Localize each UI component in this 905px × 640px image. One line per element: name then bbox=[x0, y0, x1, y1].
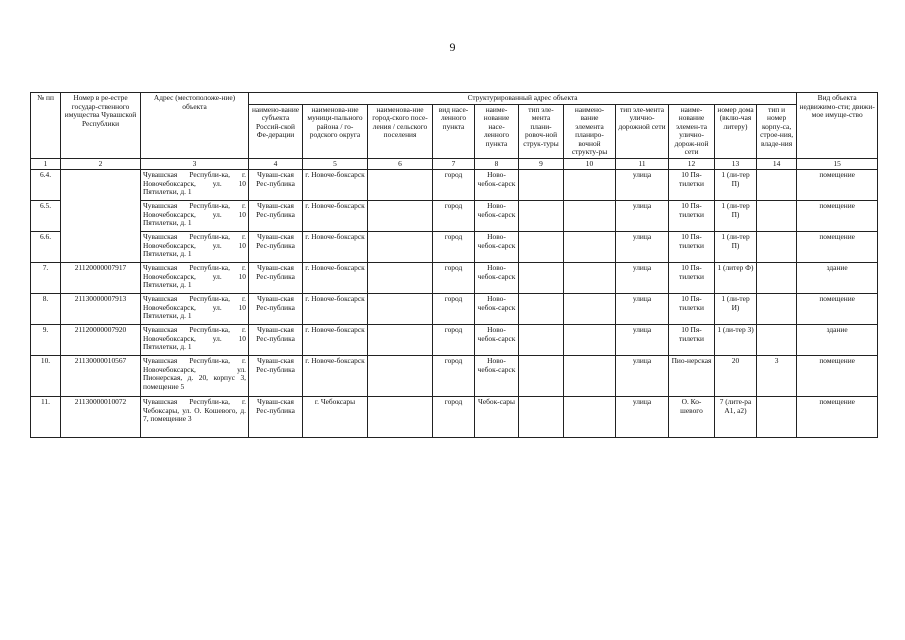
address: Чувашская Республи-ка, г. Чебоксары, ул. О. Кошевого, д. 7, помещение 3 bbox=[141, 397, 249, 438]
object-kind: помещение bbox=[797, 232, 878, 263]
address: Чувашская Республи-ка, г. Новочебоксарск, ул. 10 Пятилетки, д. 1 bbox=[141, 325, 249, 356]
plan-type bbox=[519, 263, 564, 294]
district: г. Новоче-боксарск bbox=[303, 325, 368, 356]
header-object-kind: Вид объекта недвижимо-сти; движи-мое имуще-ство bbox=[797, 93, 878, 159]
registry-number bbox=[61, 170, 141, 263]
house-number: 1 (ли-тер И) bbox=[715, 294, 757, 325]
street-name: 10 Пя-тилетки bbox=[669, 232, 715, 263]
street-type: улица bbox=[616, 397, 669, 438]
subject: Чуваш-ская Рес-публика bbox=[249, 232, 303, 263]
subject: Чуваш-ская Рес-публика bbox=[249, 201, 303, 232]
building: 3 bbox=[757, 356, 797, 397]
house-number: 1 (ли-тер П) bbox=[715, 170, 757, 201]
address: Чувашская Республи-ка, г. Новочебоксарск, ул. 10 Пятилетки, д. 1 bbox=[141, 263, 249, 294]
house-number: 1 (литер Ф) bbox=[715, 263, 757, 294]
address: Чувашская Республи-ка, г. Новочебоксарск, ул. 10 Пятилетки, д. 1 bbox=[141, 232, 249, 263]
locality-name: Ново-чебок-сарск bbox=[475, 325, 519, 356]
column-number: 5 bbox=[303, 158, 368, 170]
locality-type: город bbox=[433, 325, 475, 356]
plan-name bbox=[564, 232, 616, 263]
house-number: 1 (ли-тер П) bbox=[715, 201, 757, 232]
object-kind: помещение bbox=[797, 201, 878, 232]
table-row bbox=[31, 397, 878, 438]
object-kind: помещение bbox=[797, 356, 878, 397]
settlement bbox=[368, 397, 433, 438]
building bbox=[757, 170, 797, 201]
plan-name bbox=[564, 397, 616, 438]
column-number: 9 bbox=[519, 158, 564, 170]
registry-number: 21120000007920 bbox=[61, 325, 141, 356]
subject: Чуваш-ская Рес-публика bbox=[249, 397, 303, 438]
street-type: улица bbox=[616, 201, 669, 232]
header-house-number: номер дома (вклю-чая литеру) bbox=[715, 104, 757, 158]
column-number: 7 bbox=[433, 158, 475, 170]
header-plan-type: тип эле-мента плани-ровоч-ной струк-туры bbox=[519, 104, 564, 158]
table-row bbox=[31, 294, 878, 325]
district: г. Новоче-боксарск bbox=[303, 263, 368, 294]
house-number: 20 bbox=[715, 356, 757, 397]
object-kind: помещение bbox=[797, 294, 878, 325]
building bbox=[757, 263, 797, 294]
column-number: 13 bbox=[715, 158, 757, 170]
plan-type bbox=[519, 325, 564, 356]
address: Чувашская Республи-ка, г. Новочебоксарск, ул. Пионерская, д. 20, корпус 3, помещение 5 bbox=[141, 356, 249, 397]
street-name: Пио-нерская bbox=[669, 356, 715, 397]
building bbox=[757, 232, 797, 263]
header-address: Адрес (местоположе-ние) объекта bbox=[141, 93, 249, 159]
plan-type bbox=[519, 170, 564, 201]
object-kind: здание bbox=[797, 263, 878, 294]
header-street-name: наиме-нование элемен-та улично-дорож-ной сети bbox=[669, 104, 715, 158]
building bbox=[757, 201, 797, 232]
row-number: 11. bbox=[31, 397, 61, 438]
locality-type: город bbox=[433, 170, 475, 201]
header-building: тип и номер корпу-са, строе-ния, владе-ния bbox=[757, 104, 797, 158]
address: Чувашская Республи-ка, г. Новочебоксарск, ул. 10 Пятилетки, д. 1 bbox=[141, 294, 249, 325]
column-number: 11 bbox=[616, 158, 669, 170]
plan-type bbox=[519, 397, 564, 438]
plan-type bbox=[519, 294, 564, 325]
district: г. Новоче-боксарск bbox=[303, 201, 368, 232]
locality-type: город bbox=[433, 397, 475, 438]
column-number: 8 bbox=[475, 158, 519, 170]
table-row bbox=[31, 170, 878, 201]
district: г. Новоче-боксарск bbox=[303, 356, 368, 397]
row-number: 8. bbox=[31, 294, 61, 325]
row-number: 7. bbox=[31, 263, 61, 294]
plan-name bbox=[564, 325, 616, 356]
street-type: улица bbox=[616, 232, 669, 263]
header-locality-type: вид насе-ленного пункта bbox=[433, 104, 475, 158]
street-type: улица bbox=[616, 325, 669, 356]
subject: Чуваш-ская Рес-публика bbox=[249, 325, 303, 356]
table-row bbox=[31, 263, 878, 294]
registry-number: 21130000007913 bbox=[61, 294, 141, 325]
address: Чувашская Республи-ка, г. Новочебоксарск, ул. 10 Пятилетки, д. 1 bbox=[141, 201, 249, 232]
locality-name: Чебок-сары bbox=[475, 397, 519, 438]
building bbox=[757, 397, 797, 438]
plan-name bbox=[564, 201, 616, 232]
building bbox=[757, 325, 797, 356]
plan-name bbox=[564, 294, 616, 325]
address: Чувашская Республи-ка, г. Новочебоксарск, ул. 10 Пятилетки, д. 1 bbox=[141, 170, 249, 201]
settlement bbox=[368, 170, 433, 201]
registry-number: 21120000007917 bbox=[61, 263, 141, 294]
row-number: 9. bbox=[31, 325, 61, 356]
header-district: наименова-ние муници-пального района / го-родского округа bbox=[303, 104, 368, 158]
header-subject: наимено-вание субъекта Россий-ской Фе-дерации bbox=[249, 104, 303, 158]
table-row bbox=[31, 325, 878, 356]
table-row bbox=[31, 201, 878, 232]
district: г. Чебоксары bbox=[303, 397, 368, 438]
district: г. Новоче-боксарск bbox=[303, 170, 368, 201]
header-plan-name: наимено-вание элемента планиро-вочной структу-ры bbox=[564, 104, 616, 158]
plan-name bbox=[564, 170, 616, 201]
street-name: 10 Пя-тилетки bbox=[669, 294, 715, 325]
locality-name: Ново-чебок-сарск bbox=[475, 356, 519, 397]
table-row bbox=[31, 232, 878, 263]
registry-number: 21130000010072 bbox=[61, 397, 141, 438]
registry-number: 21130000010567 bbox=[61, 356, 141, 397]
subject: Чуваш-ская Рес-публика bbox=[249, 356, 303, 397]
locality-name: Ново-чебок-сарск bbox=[475, 170, 519, 201]
table-row bbox=[31, 356, 878, 397]
house-number: 7 (лите-ра А1, а2) bbox=[715, 397, 757, 438]
column-number: 14 bbox=[757, 158, 797, 170]
locality-name: Ново-чебок-сарск bbox=[475, 263, 519, 294]
locality-type: город bbox=[433, 232, 475, 263]
page-number: 9 bbox=[449, 40, 456, 54]
object-kind: помещение bbox=[797, 397, 878, 438]
locality-type: город bbox=[433, 294, 475, 325]
object-kind: помещение bbox=[797, 170, 878, 201]
column-number: 4 bbox=[249, 158, 303, 170]
row-number: 6.5. bbox=[31, 201, 61, 232]
plan-name bbox=[564, 356, 616, 397]
street-name: О. Ко-шевого bbox=[669, 397, 715, 438]
column-number: 15 bbox=[797, 158, 878, 170]
building bbox=[757, 294, 797, 325]
street-name: 10 Пя-тилетки bbox=[669, 263, 715, 294]
header-row-number: № пп bbox=[31, 93, 61, 159]
settlement bbox=[368, 201, 433, 232]
header-settlement: наименова-ние город-ского посе-ления / сельского поселения bbox=[368, 104, 433, 158]
house-number: 1 (ли-тер З) bbox=[715, 325, 757, 356]
settlement bbox=[368, 325, 433, 356]
column-number: 1 bbox=[31, 158, 61, 170]
locality-type: город bbox=[433, 356, 475, 397]
plan-name bbox=[564, 263, 616, 294]
header-street-type: тип эле-мента улично-дорожной сети bbox=[616, 104, 669, 158]
subject: Чуваш-ская Рес-публика bbox=[249, 294, 303, 325]
locality-type: город bbox=[433, 263, 475, 294]
settlement bbox=[368, 232, 433, 263]
column-number: 6 bbox=[368, 158, 433, 170]
property-register-table bbox=[30, 92, 878, 438]
column-number: 12 bbox=[669, 158, 715, 170]
house-number: 1 (ли-тер П) bbox=[715, 232, 757, 263]
locality-type: город bbox=[433, 201, 475, 232]
settlement bbox=[368, 263, 433, 294]
object-kind: здание bbox=[797, 325, 878, 356]
header-registry-number: Номер в ре-естре государ-ственного имущества Чувашской Республики bbox=[61, 93, 141, 159]
row-number: 6.6. bbox=[31, 232, 61, 263]
street-type: улица bbox=[616, 263, 669, 294]
settlement bbox=[368, 294, 433, 325]
column-number-row bbox=[31, 158, 878, 170]
column-number: 2 bbox=[61, 158, 141, 170]
locality-name: Ново-чебок-сарск bbox=[475, 294, 519, 325]
settlement bbox=[368, 356, 433, 397]
district: г. Новоче-боксарск bbox=[303, 294, 368, 325]
plan-type bbox=[519, 201, 564, 232]
header-locality-name: наиме-нование насе-ленного пункта bbox=[475, 104, 519, 158]
street-type: улица bbox=[616, 170, 669, 201]
column-number: 3 bbox=[141, 158, 249, 170]
street-name: 10 Пя-тилетки bbox=[669, 325, 715, 356]
subject: Чуваш-ская Рес-публика bbox=[249, 170, 303, 201]
row-number: 10. bbox=[31, 356, 61, 397]
row-number: 6.4. bbox=[31, 170, 61, 201]
plan-type bbox=[519, 356, 564, 397]
column-number: 10 bbox=[564, 158, 616, 170]
street-name: 10 Пя-тилетки bbox=[669, 201, 715, 232]
street-type: улица bbox=[616, 294, 669, 325]
header-structured-address: Структурированный адрес объекта bbox=[249, 93, 797, 105]
header-row-top bbox=[31, 93, 878, 105]
street-name: 10 Пя-тилетки bbox=[669, 170, 715, 201]
plan-type bbox=[519, 232, 564, 263]
district: г. Новоче-боксарск bbox=[303, 232, 368, 263]
subject: Чуваш-ская Рес-публика bbox=[249, 263, 303, 294]
locality-name: Ново-чебок-сарск bbox=[475, 232, 519, 263]
street-type: улица bbox=[616, 356, 669, 397]
locality-name: Ново-чебок-сарск bbox=[475, 201, 519, 232]
